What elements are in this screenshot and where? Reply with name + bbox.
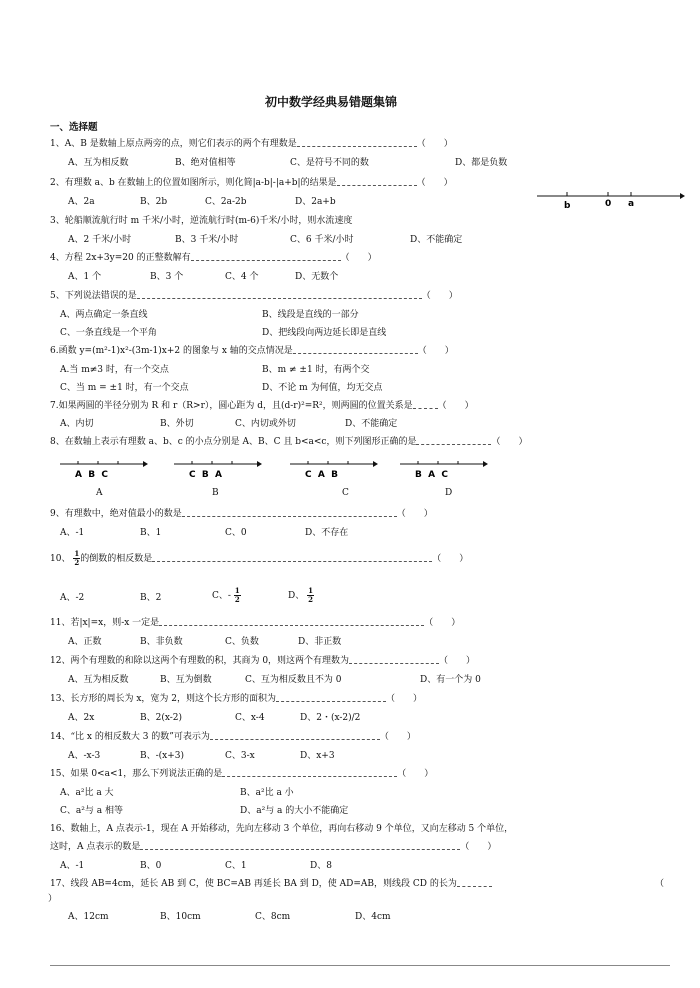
question-14: [50, 731, 416, 743]
q16-option-c: C、1: [225, 861, 247, 871]
label-b: b: [564, 201, 571, 211]
question-4-stem: 4、方程 2x+3y=20 的正整数解有: [50, 253, 191, 263]
question-4: [50, 252, 377, 264]
q5-option-b: B、线段是直线的一部分: [262, 310, 359, 320]
question-7-stem: 7.如果两圆的半径分别为 R 和 r（R>r），圆心距为 d，且(d-r)²=R²，则两圆的位置关系是: [50, 401, 413, 411]
q7-option-d: D、不能确定: [345, 419, 398, 429]
answer-leader: [349, 657, 439, 664]
q8-figure-a: [58, 458, 148, 482]
question-2: [50, 177, 453, 189]
q7-option-c: C、内切或外切: [235, 419, 296, 429]
q12-option-d: D、有一个为 0: [420, 675, 481, 685]
fraction: [234, 587, 241, 604]
answer-paren: （ ）: [460, 842, 497, 852]
answer-paren: （ ）: [416, 178, 453, 188]
q9-option-b: B、1: [140, 528, 162, 538]
q15-option-d: D、a²与 a 的大小不能确定: [240, 806, 349, 816]
q17-option-a: A、12cm: [68, 912, 109, 922]
q16-option-a: A、-1: [60, 861, 85, 871]
q10-option-a: A、-2: [60, 593, 85, 603]
q13-option-a: A、2x: [68, 713, 95, 723]
q2-option-c: C、2a-2b: [205, 197, 247, 207]
figure-labels: C B A: [189, 470, 222, 480]
fraction: [307, 587, 314, 604]
answer-leader: [297, 140, 417, 147]
answer-leader: [293, 347, 418, 354]
question-12-stem: 12、两个有理数的和除以这两个有理数的积，其商为 0，则这两个有理数为: [50, 656, 350, 666]
footer-rule: [50, 965, 670, 966]
question-5: [50, 290, 458, 302]
q4-option-a: A、1 个: [68, 272, 102, 282]
question-8: [50, 436, 527, 448]
answer-leader: [416, 438, 491, 445]
fraction-denominator: 2: [308, 595, 313, 604]
q5-option-d: D、把线段向两边延长即是直线: [262, 328, 387, 338]
answer-paren: （ ）: [416, 139, 453, 149]
section-heading: 一、选择题: [50, 122, 98, 133]
q2-option-a: A、2a: [68, 197, 95, 207]
q2-number-line: [535, 188, 685, 212]
answer-leader: [137, 292, 422, 299]
q9-option-c: C、0: [225, 528, 247, 538]
q15-option-b: B、a²比 a 小: [240, 788, 294, 798]
fraction-numerator: 1: [234, 586, 240, 595]
q3-option-a: A、2 千米/小时: [68, 235, 132, 245]
answer-leader: [276, 695, 386, 702]
question-16-cont: [50, 841, 496, 853]
fraction-numerator: 1: [308, 586, 313, 595]
q15-option-a: A、a²比 a 大: [60, 788, 114, 798]
question-15-stem: 15、如果 0<a<1，那么下列说法正确的是: [50, 769, 223, 779]
figure-labels: B A C: [415, 470, 448, 480]
q6-option-d: D、不论 m 为何值，均无交点: [262, 383, 383, 393]
q6-option-b: B、m ≠ ±1 时，有两个交: [262, 365, 370, 375]
q4-option-d: D、无数个: [295, 272, 339, 282]
label-zero: 0: [605, 199, 612, 209]
answer-paren: （ ）: [385, 694, 422, 704]
answer-leader: [222, 770, 397, 777]
q1-option-c: C、是符号不同的数: [290, 158, 369, 168]
q14-option-c: C、3-x: [225, 751, 255, 761]
answer-paren: （ ）: [432, 554, 469, 564]
page-title: 初中数学经典易错题集锦: [265, 95, 398, 109]
question-10-stem: 的倒数的相反数是: [80, 554, 153, 564]
q2-option-b: B、2b: [140, 197, 168, 207]
figure-labels: C A B: [305, 470, 338, 480]
q17-option-b: B、10cm: [160, 912, 201, 922]
fraction-numerator: 1: [74, 549, 80, 558]
q17-paren-close: ）: [48, 894, 58, 904]
q2-option-d: D、2a+b: [295, 197, 336, 207]
q1-option-d: D、都是负数: [455, 158, 508, 168]
q14-option-a: A、-x-3: [68, 751, 101, 761]
question-10-number: 10、: [50, 554, 71, 564]
question-14-stem: 14、“比 x 的相反数大 3 的数”可表示为: [50, 732, 210, 742]
question-13-stem: 13、长方形的周长为 x，宽为 2，则这个长方形的面积为: [50, 694, 276, 704]
option-d-label: D、: [288, 591, 305, 601]
question-6: [50, 345, 454, 357]
answer-leader: [191, 254, 341, 261]
q9-option-d: D、不存在: [305, 528, 349, 538]
question-17-stem: 17、线段 AB=4cm，延长 AB 到 C，使 BC=AB 再延长 BA 到 D，使 AD=AB，则线段 CD 的长为: [50, 879, 457, 889]
fraction-denominator: 2: [74, 558, 80, 567]
answer-leader: [152, 555, 432, 562]
question-2-stem: 2、有理数 a、b 在数轴上的位置如图所示，则化简|a-b|-|a+b|的结果是: [50, 178, 337, 188]
answer-leader: [457, 880, 492, 887]
answer-leader: [182, 510, 397, 517]
q4-option-c: C、4 个: [225, 272, 259, 282]
q12-option-b: B、互为倒数: [160, 675, 212, 685]
q7-option-b: B、外切: [160, 419, 194, 429]
label-a: a: [628, 199, 635, 209]
answer-paren: （ ）: [396, 509, 433, 519]
q11-option-b: B、非负数: [140, 637, 183, 647]
answer-leader: [159, 619, 424, 626]
answer-leader: [337, 179, 417, 186]
q3-option-d: D、不能确定: [410, 235, 463, 245]
question-16: 16、数轴上，A 点表示-1，现在 A 开始移动，先向左移动 3 个单位，再向右移动 9 个单位，又向左移动 5 个单位，: [50, 824, 514, 834]
figure-labels: A B C: [75, 470, 108, 480]
answer-leader: [140, 843, 460, 850]
q13-option-d: D、2・(x-2)/2: [300, 713, 361, 723]
q5-option-a: A、两点确定一条直线: [60, 310, 148, 320]
q5-option-c: C、一条直线是一个平角: [60, 328, 157, 338]
answer-paren: （ ）: [439, 656, 476, 666]
q13-option-b: B、2(x-2): [140, 713, 183, 723]
q11-option-a: A、正数: [68, 637, 102, 647]
q12-option-c: C、互为相反数且不为 0: [245, 675, 342, 685]
q17-paren-open: （: [655, 879, 665, 889]
q16-option-d: D、8: [310, 861, 332, 871]
question-8-stem: 8、在数轴上表示有理数 a、b、c 的小点分别是 A、B、C 且 b<a<c，则下列图形正确的是: [50, 437, 417, 447]
q8-figure-d-label: D: [445, 488, 453, 498]
question-1-stem: 1、A、B 是数轴上原点两旁的点，则它们表示的两个有理数是: [50, 139, 297, 149]
q3-option-b: B、3 千米/小时: [175, 235, 239, 245]
answer-paren: （ ）: [397, 769, 434, 779]
q9-option-a: A、-1: [60, 528, 85, 538]
q1-option-b: B、绝对值相等: [175, 158, 236, 168]
question-3: 3、轮船顺流航行时 m 千米/小时，逆流航行时(m-6)千米/小时，则水流速度: [50, 216, 353, 226]
question-15: [50, 768, 433, 780]
question-9-stem: 9、有理数中，绝对值最小的数是: [50, 509, 182, 519]
question-17: [50, 878, 492, 890]
q8-figure-c: [288, 458, 378, 482]
answer-paren: （ ）: [491, 437, 528, 447]
q8-figure-c-label: C: [342, 488, 349, 498]
question-7: [50, 400, 474, 412]
option-c-label: C、-: [212, 591, 231, 601]
q17-option-d: D、4cm: [355, 912, 391, 922]
q10-option-b: B、2: [140, 593, 162, 603]
q10-option-c: [212, 584, 241, 608]
q8-figure-d: [398, 458, 488, 482]
question-6-stem: 6.函数 y=(m²-1)x²-(3m-1)x+2 的图象与 x 轴的交点情况是: [50, 346, 293, 356]
q12-option-a: A、互为相反数: [68, 675, 129, 685]
question-13: [50, 693, 422, 705]
question-5-stem: 5、下列说法错误的是: [50, 291, 137, 301]
q14-option-d: D、x+3: [300, 751, 335, 761]
answer-paren: （ ）: [421, 291, 458, 301]
fraction-denominator: 2: [234, 595, 240, 604]
q6-option-c: C、当 m = ±1 时，有一个交点: [60, 383, 189, 393]
q13-option-c: C、x-4: [235, 713, 265, 723]
answer-paren: （ ）: [437, 401, 474, 411]
q10-option-d: [288, 584, 314, 608]
q14-option-b: B、-(x+3): [140, 751, 185, 761]
q7-option-a: A、内切: [60, 419, 94, 429]
q8-figure-b: [172, 458, 262, 482]
q8-figure-b-label: B: [212, 488, 219, 498]
q6-option-a: A.当 m≠3 时，有一个交点: [60, 365, 169, 375]
answer-paren: （ ）: [424, 618, 461, 628]
q4-option-b: B、3 个: [150, 272, 184, 282]
question-11: [50, 617, 460, 629]
answer-leader: [210, 733, 380, 740]
answer-paren: （ ）: [379, 732, 416, 742]
answer-paren: （ ）: [340, 253, 377, 263]
q8-figure-a-label: A: [96, 488, 103, 498]
question-16-stem2: 这时，A 点表示的数是: [50, 842, 141, 852]
question-10: [50, 549, 468, 569]
q11-option-d: D、非正数: [298, 637, 342, 647]
question-1: [50, 138, 453, 150]
answer-paren: （ ）: [417, 346, 454, 356]
q11-option-c: C、负数: [225, 637, 259, 647]
question-9: [50, 508, 433, 520]
q15-option-c: C、a²与 a 相等: [60, 806, 123, 816]
q1-option-a: A、互为相反数: [68, 158, 129, 168]
q16-option-b: B、0: [140, 861, 162, 871]
question-12: [50, 655, 475, 667]
q17-option-c: C、8cm: [255, 912, 291, 922]
q3-option-c: C、6 千米/小时: [290, 235, 354, 245]
question-11-stem: 11、若|x|=x，则-x 一定是: [50, 618, 160, 628]
answer-leader: [413, 402, 438, 409]
